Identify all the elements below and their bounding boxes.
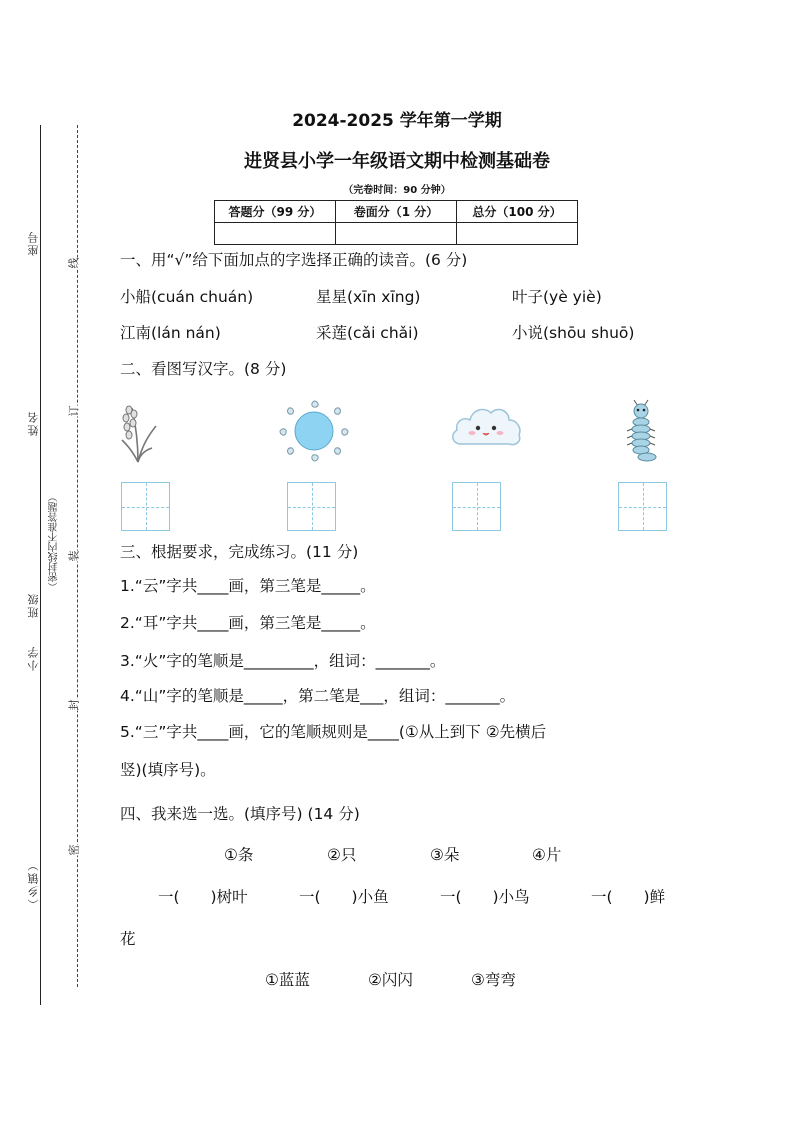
fill-blank-3[interactable]: 一( )小鸟 bbox=[440, 888, 530, 906]
writing-grid-2[interactable] bbox=[287, 482, 336, 531]
school-label: 小学 bbox=[27, 645, 40, 671]
measure-word-option-3: ③朵 bbox=[430, 846, 460, 864]
score-table-header-row bbox=[215, 201, 578, 223]
class-label: 班级 bbox=[27, 592, 40, 618]
answer-score-cell[interactable] bbox=[215, 223, 336, 245]
sun-icon bbox=[276, 398, 352, 464]
neatness-score-header: 卷面分（1 分） bbox=[336, 201, 457, 223]
section1-heading: 一、用“√”给下面加点的字选择正确的读音。(6 分) bbox=[120, 251, 468, 269]
section3-question-5-cont: 竖)(填序号)。 bbox=[120, 761, 216, 779]
total-score-header: 总分（100 分） bbox=[457, 201, 578, 223]
binding-char-mi: 密 bbox=[67, 844, 81, 856]
score-table bbox=[214, 200, 578, 245]
fill-blank-4-wrap: 花 bbox=[120, 930, 136, 948]
pinyin-item-5[interactable]: 采莲(cǎi chǎi) bbox=[316, 324, 419, 342]
answer-score-header: 答题分（99 分） bbox=[215, 201, 336, 223]
section2-heading: 二、看图写汉字。(8 分) bbox=[120, 360, 287, 378]
pinyin-item-2[interactable]: 星星(xīn xīng) bbox=[316, 288, 421, 306]
pinyin-item-4[interactable]: 江南(lán nán) bbox=[120, 324, 221, 342]
pinyin-item-1[interactable]: 小船(cuán chuán) bbox=[120, 288, 254, 306]
binding-char-feng: 封 bbox=[67, 699, 81, 711]
section3-question-5: 5.“三”字共____画，它的笔顺规则是____(①从上到下 ②先横后 bbox=[120, 723, 547, 741]
section3-question-3: 3.“火”字的笔顺是_________，组词：_______。 bbox=[120, 652, 446, 670]
exam-title: 进贤县小学一年级语文期中检测基础卷 bbox=[244, 151, 550, 172]
town-label: （乡镇） bbox=[27, 858, 40, 910]
binding-char-xian: 线 bbox=[67, 257, 81, 269]
pinyin-item-6[interactable]: 小说(shōu shuō) bbox=[512, 324, 635, 342]
section3-question-1: 1.“云”字共____画，第三笔是_____。 bbox=[120, 577, 376, 595]
neatness-score-cell[interactable] bbox=[336, 223, 457, 245]
binding-char-zhuang: 装 bbox=[67, 550, 81, 562]
score-table-input-row bbox=[215, 223, 578, 245]
exam-term-title: 2024-2025 学年第一学期 bbox=[292, 111, 502, 131]
fill-blank-4[interactable]: 一( )鲜 bbox=[591, 888, 666, 906]
adjective-option-3: ③弯弯 bbox=[471, 971, 516, 989]
pinyin-item-3[interactable]: 叶子(yè yiè) bbox=[512, 288, 602, 306]
fill-blank-2[interactable]: 一( )小鱼 bbox=[299, 888, 389, 906]
writing-grid-1[interactable] bbox=[121, 482, 170, 531]
measure-word-option-2: ②只 bbox=[327, 846, 357, 864]
total-score-cell[interactable] bbox=[457, 223, 578, 245]
rice-plant-icon bbox=[118, 398, 160, 464]
adjective-option-1: ①蓝蓝 bbox=[265, 971, 310, 989]
measure-word-option-1: ①条 bbox=[224, 846, 254, 864]
writing-grid-4[interactable] bbox=[618, 482, 667, 531]
student-name-label: 姓名 bbox=[27, 410, 40, 436]
adjective-option-2: ②闪闪 bbox=[368, 971, 413, 989]
section4-heading: 四、我来选一选。(填序号) (14 分) bbox=[120, 805, 360, 823]
cloud-icon bbox=[449, 398, 523, 452]
writing-grid-3[interactable] bbox=[452, 482, 501, 531]
seat-number-label: 座号 bbox=[27, 230, 40, 256]
binding-char-ding: 订 bbox=[67, 405, 81, 417]
measure-word-option-4: ④片 bbox=[532, 846, 562, 864]
exam-time-note: （完卷时间：90 分钟） bbox=[343, 185, 451, 196]
section3-heading: 三、根据要求，完成练习。(11 分) bbox=[120, 543, 359, 561]
insect-icon bbox=[621, 398, 663, 464]
section3-question-2: 2.“耳”字共____画，第三笔是_____。 bbox=[120, 614, 376, 632]
fill-blank-1[interactable]: 一( )树叶 bbox=[158, 888, 248, 906]
sealing-notice: （密封线内不准答题） bbox=[49, 492, 60, 592]
section3-question-4: 4.“山”字的笔顺是_____，第二笔是___，组词：_______。 bbox=[120, 687, 516, 705]
